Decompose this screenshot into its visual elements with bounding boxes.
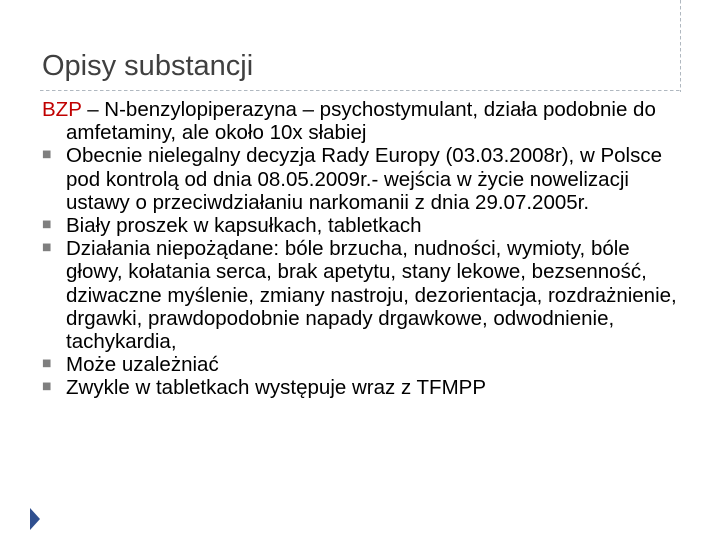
intro-lead: BZP (42, 98, 82, 121)
list-item-text: Może uzależniać (66, 353, 219, 377)
square-bullet-icon: ■ (42, 219, 52, 231)
title-divider (40, 90, 680, 91)
intro-text: – N-benzylopiperazyna – psychostymulant, działa podobnie do amfetaminy, ale około 10x słabiej (66, 98, 656, 145)
list-item (42, 144, 682, 214)
square-bullet-icon: ■ (42, 149, 52, 161)
list-item-text: Obecnie nielegalny decyzja Rady Europy (03.03.2008r), w Polsce pod kontrolą od dnia 08.05.2009r.- wejścia w życie nowelizacji ustawy o przeciwdziałaniu narkomanii z dnia 29.07.2005r. (66, 144, 662, 214)
slide-body (42, 98, 682, 400)
list-item-text: Biały proszek w kapsułkach, tabletkach (66, 214, 422, 238)
list-item (42, 376, 682, 399)
square-bullet-icon: ■ (42, 358, 52, 370)
intro-paragraph (42, 98, 682, 144)
list-item (42, 237, 682, 353)
square-bullet-icon: ■ (42, 381, 52, 393)
list-item (42, 353, 682, 376)
list-item (42, 214, 682, 237)
triangle-marker-icon (30, 508, 40, 530)
square-bullet-icon: ■ (42, 242, 52, 254)
vertical-divider (680, 0, 681, 92)
slide-title: Opisy substancji (42, 50, 254, 82)
list-item-text: Zwykle w tabletkach występuje wraz z TFMPP (66, 376, 486, 400)
list-item-text: Działania niepożądane: bóle brzucha, nudności, wymioty, bóle głowy, kołatania serca, brak apetytu, stany lekowe, bezsenność, dziwaczne myślenie, zmiany nastroju, dezorientacja, rozdrażnienie, drgawki, prawdopodobnie napady drgawkowe, odwodnienie, tachykardia, (66, 237, 677, 354)
